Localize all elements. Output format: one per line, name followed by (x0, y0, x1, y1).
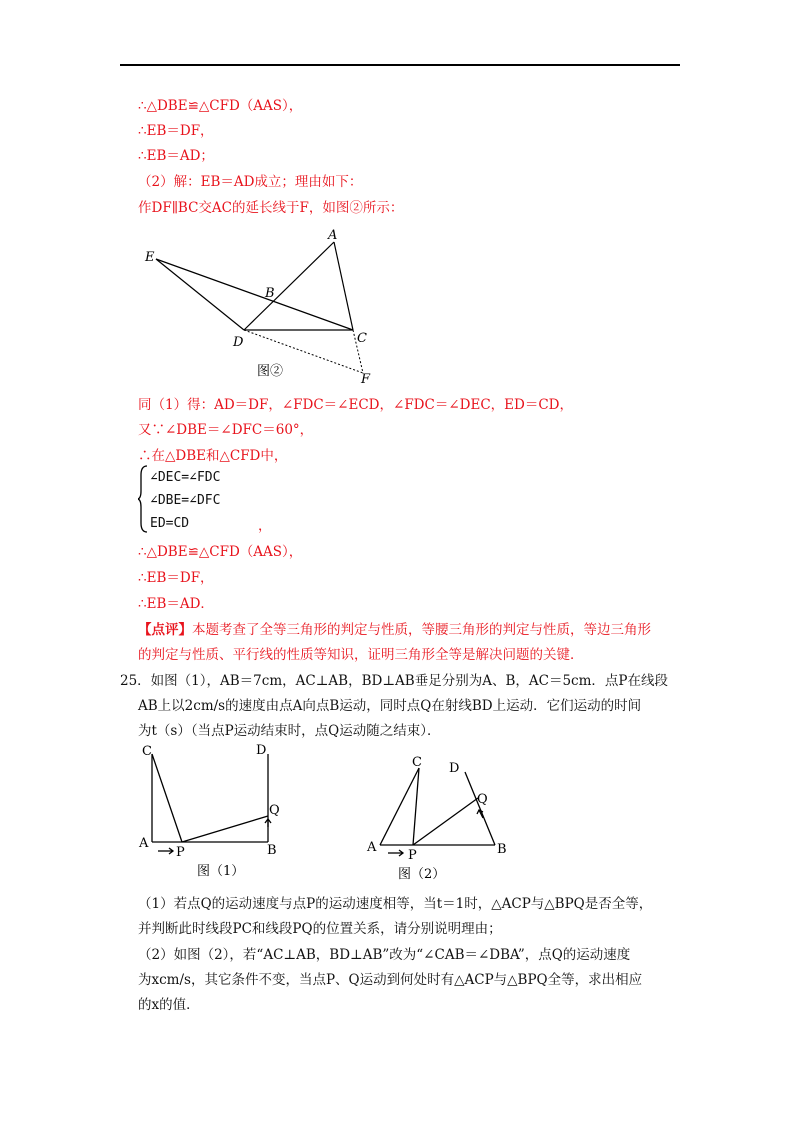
problem-25-line-3: 为t（s）（当点P运动结束时，点Q运动随之结束）． (138, 723, 441, 739)
problem-25-line-1: 25．如图（1），AB＝7cm，AC⊥AB，BD⊥AB垂足分别为A、B，AC＝5cm．点P在线段 (120, 673, 668, 689)
fig1-caption: 图（1） (197, 864, 245, 878)
fig2p25-label-c: C (412, 755, 422, 770)
comment-tag: 【点评】 (138, 622, 192, 638)
fig2p25-label-b: B (497, 842, 507, 857)
fig2-label-d: D (233, 335, 244, 350)
fig2-label-c: C (357, 331, 367, 346)
header-rule (120, 64, 680, 66)
solution-line-11: ∴EB＝AD． (138, 596, 214, 612)
solution-line-8: ∴在△DBE和△CFD中， (138, 448, 288, 464)
solution-line-6: 同（1）得：AD＝DF，∠FDC＝∠ECD，∠FDC＝∠DEC，ED＝CD， (138, 397, 573, 413)
solution-line-10: ∴EB＝DF， (138, 570, 214, 586)
figure-2-diagram (140, 225, 380, 385)
fig2-caption: 图② (257, 364, 284, 379)
question-2-line-2: 为xcm/s，其它条件不变，当点P、Q运动到何处时有△ACP与△BPQ全等，求出相应 (138, 972, 643, 988)
question-1-line-2: 并判断此时线段PC和线段PQ的位置关系，请分别说明理由； (138, 921, 502, 937)
question-1-line-1: （1）若点Q的运动速度与点P的运动速度相等，当t＝1时，△ACP与△BPQ是否全等， (138, 896, 653, 912)
fig2-label-e: E (145, 250, 155, 265)
solution-line-2: ∴EB＝DF， (138, 123, 214, 139)
fig2p25-label-q: Q (477, 792, 488, 807)
question-2-line-1: （2）如图（2），若“AC⊥AB，BD⊥AB”改为“∠CAB＝∠DBA”，点Q的运动速度 (138, 947, 631, 963)
system-eq-3: ED=CD (150, 516, 190, 531)
comment-line-2: 的判定与性质、平行线的性质等知识，证明三角形全等是解决问题的关键． (138, 647, 584, 663)
system-tail: ， (258, 518, 272, 534)
fig2-label-b: B (265, 286, 275, 301)
system-brace (138, 465, 148, 533)
solution-line-4: （2）解：EB＝AD成立；理由如下： (138, 174, 363, 190)
figure-p25-2-diagram (360, 748, 520, 888)
system-eq-2: ∠DBE=∠DFC (150, 493, 221, 508)
system-eq-1: ∠DEC=∠FDC (150, 470, 221, 485)
solution-line-5: 作DF∥BC交AC的延长线于F，如图②所示： (138, 200, 404, 216)
solution-line-9: ∴△DBE≌△CFD（AAS）， (138, 544, 303, 560)
fig2p25-caption: 图（2） (398, 867, 446, 882)
figure-p25-1-diagram (135, 738, 295, 878)
solution-line-3: ∴EB＝AD； (138, 148, 214, 164)
fig2-label-a: A (328, 228, 338, 243)
fig1-label-p: P (176, 845, 185, 860)
fig1-label-a: A (139, 836, 149, 851)
fig1-label-c: C (142, 744, 152, 759)
fig2-label-f: F (361, 372, 371, 385)
solution-line-7: 又∵∠DBE＝∠DFC＝60°， (138, 422, 314, 438)
fig1-label-q: Q (269, 803, 280, 818)
fig2p25-label-a: A (367, 840, 377, 855)
fig1-label-d: D (256, 743, 267, 758)
fig2p25-label-d: D (449, 761, 460, 776)
comment-body-1: 本题考查了全等三角形的判定与性质，等腰三角形的判定与性质，等边三角形 (192, 622, 651, 638)
fig1-label-b: B (267, 843, 277, 858)
solution-line-1: ∴△DBE≌△CFD（AAS）， (138, 98, 303, 114)
question-2-line-3: 的x的值． (138, 997, 200, 1013)
comment-line-1 (138, 620, 651, 640)
fig2p25-label-p: P (408, 848, 417, 863)
problem-25-line-2: AB上以2cm/s的速度由点A向点B运动，同时点Q在射线BD上运动．它们运动的时间 (138, 698, 642, 714)
